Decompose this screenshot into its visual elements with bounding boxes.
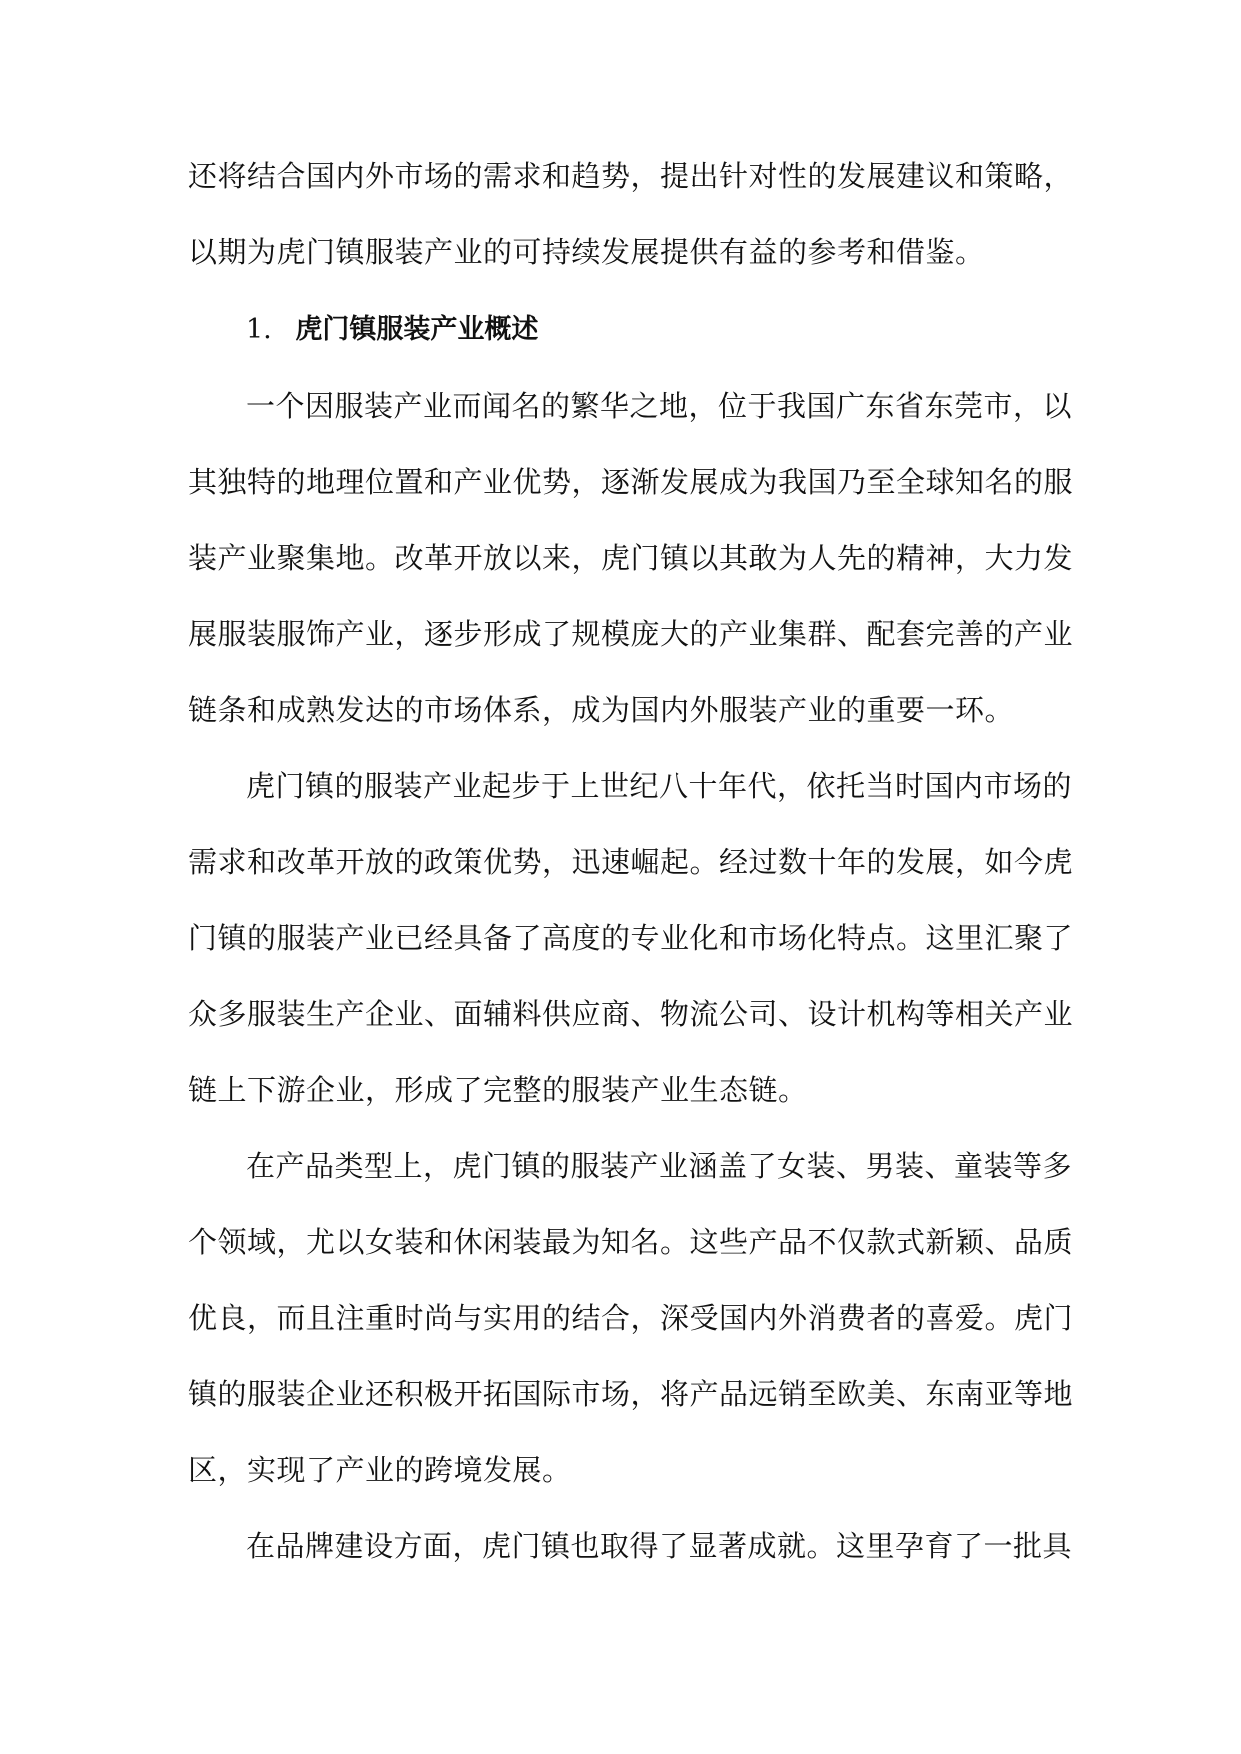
body-text-line: 装产业聚集地。改革开放以来，虎门镇以其敢为人先的精神，大力发 <box>188 541 1074 575</box>
body-text-line: 需求和改革开放的政策优势，迅速崛起。经过数十年的发展，如今虎 <box>188 845 1074 879</box>
body-text-line: 一个因服装产业而闻名的繁华之地，位于我国广东省东莞市，以 <box>246 389 1073 423</box>
document-body <box>188 156 1074 1602</box>
body-text-line: 个领域，尤以女装和休闲装最为知名。这些产品不仅款式新颖、品质 <box>188 1225 1074 1259</box>
body-text-line: 虎门镇的服装产业起步于上世纪八十年代，依托当时国内市场的 <box>246 769 1073 803</box>
body-text-line: 众多服装生产企业、面辅料供应商、物流公司、设计机构等相关产业 <box>188 997 1074 1031</box>
body-text-line: 其独特的地理位置和产业优势，逐渐发展成为我国乃至全球知名的服 <box>188 465 1074 499</box>
section-number: 1. <box>246 314 272 345</box>
body-text-line: 镇的服装企业还积极开拓国际市场，将产品远销至欧美、东南亚等地 <box>188 1377 1074 1411</box>
body-text-line: 区，实现了产业的跨境发展。 <box>188 1453 572 1487</box>
body-text-line: 在品牌建设方面，虎门镇也取得了显著成就。这里孕育了一批具 <box>246 1529 1073 1563</box>
body-text-line: 链上下游企业，形成了完整的服装产业生态链。 <box>188 1073 808 1107</box>
body-text-line: 门镇的服装产业已经具备了高度的专业化和市场化特点。这里汇聚了 <box>188 921 1074 955</box>
section-title: 虎门镇服装产业概述 <box>295 314 539 345</box>
paragraph <box>188 1526 1073 1566</box>
paragraph <box>188 766 1074 1110</box>
body-text-line: 展服装服饰产业，逐步形成了规模庞大的产业集群、配套完善的产业 <box>188 617 1074 651</box>
body-text-line: 优良，而且注重时尚与实用的结合，深受国内外消费者的喜爱。虎门 <box>188 1301 1074 1335</box>
body-text-line: 还将结合国内外市场的需求和趋势，提出针对性的发展建议和策略， <box>188 159 1074 193</box>
paragraph <box>188 1146 1074 1490</box>
paragraph <box>188 386 1074 730</box>
body-text-line: 以期为虎门镇服装产业的可持续发展提供有益的参考和借鉴。 <box>188 235 985 269</box>
body-text-line: 链条和成熟发达的市场体系，成为国内外服装产业的重要一环。 <box>188 693 1015 727</box>
section-heading <box>188 310 1054 350</box>
body-text-line: 在产品类型上，虎门镇的服装产业涵盖了女装、男装、童装等多 <box>246 1149 1073 1183</box>
